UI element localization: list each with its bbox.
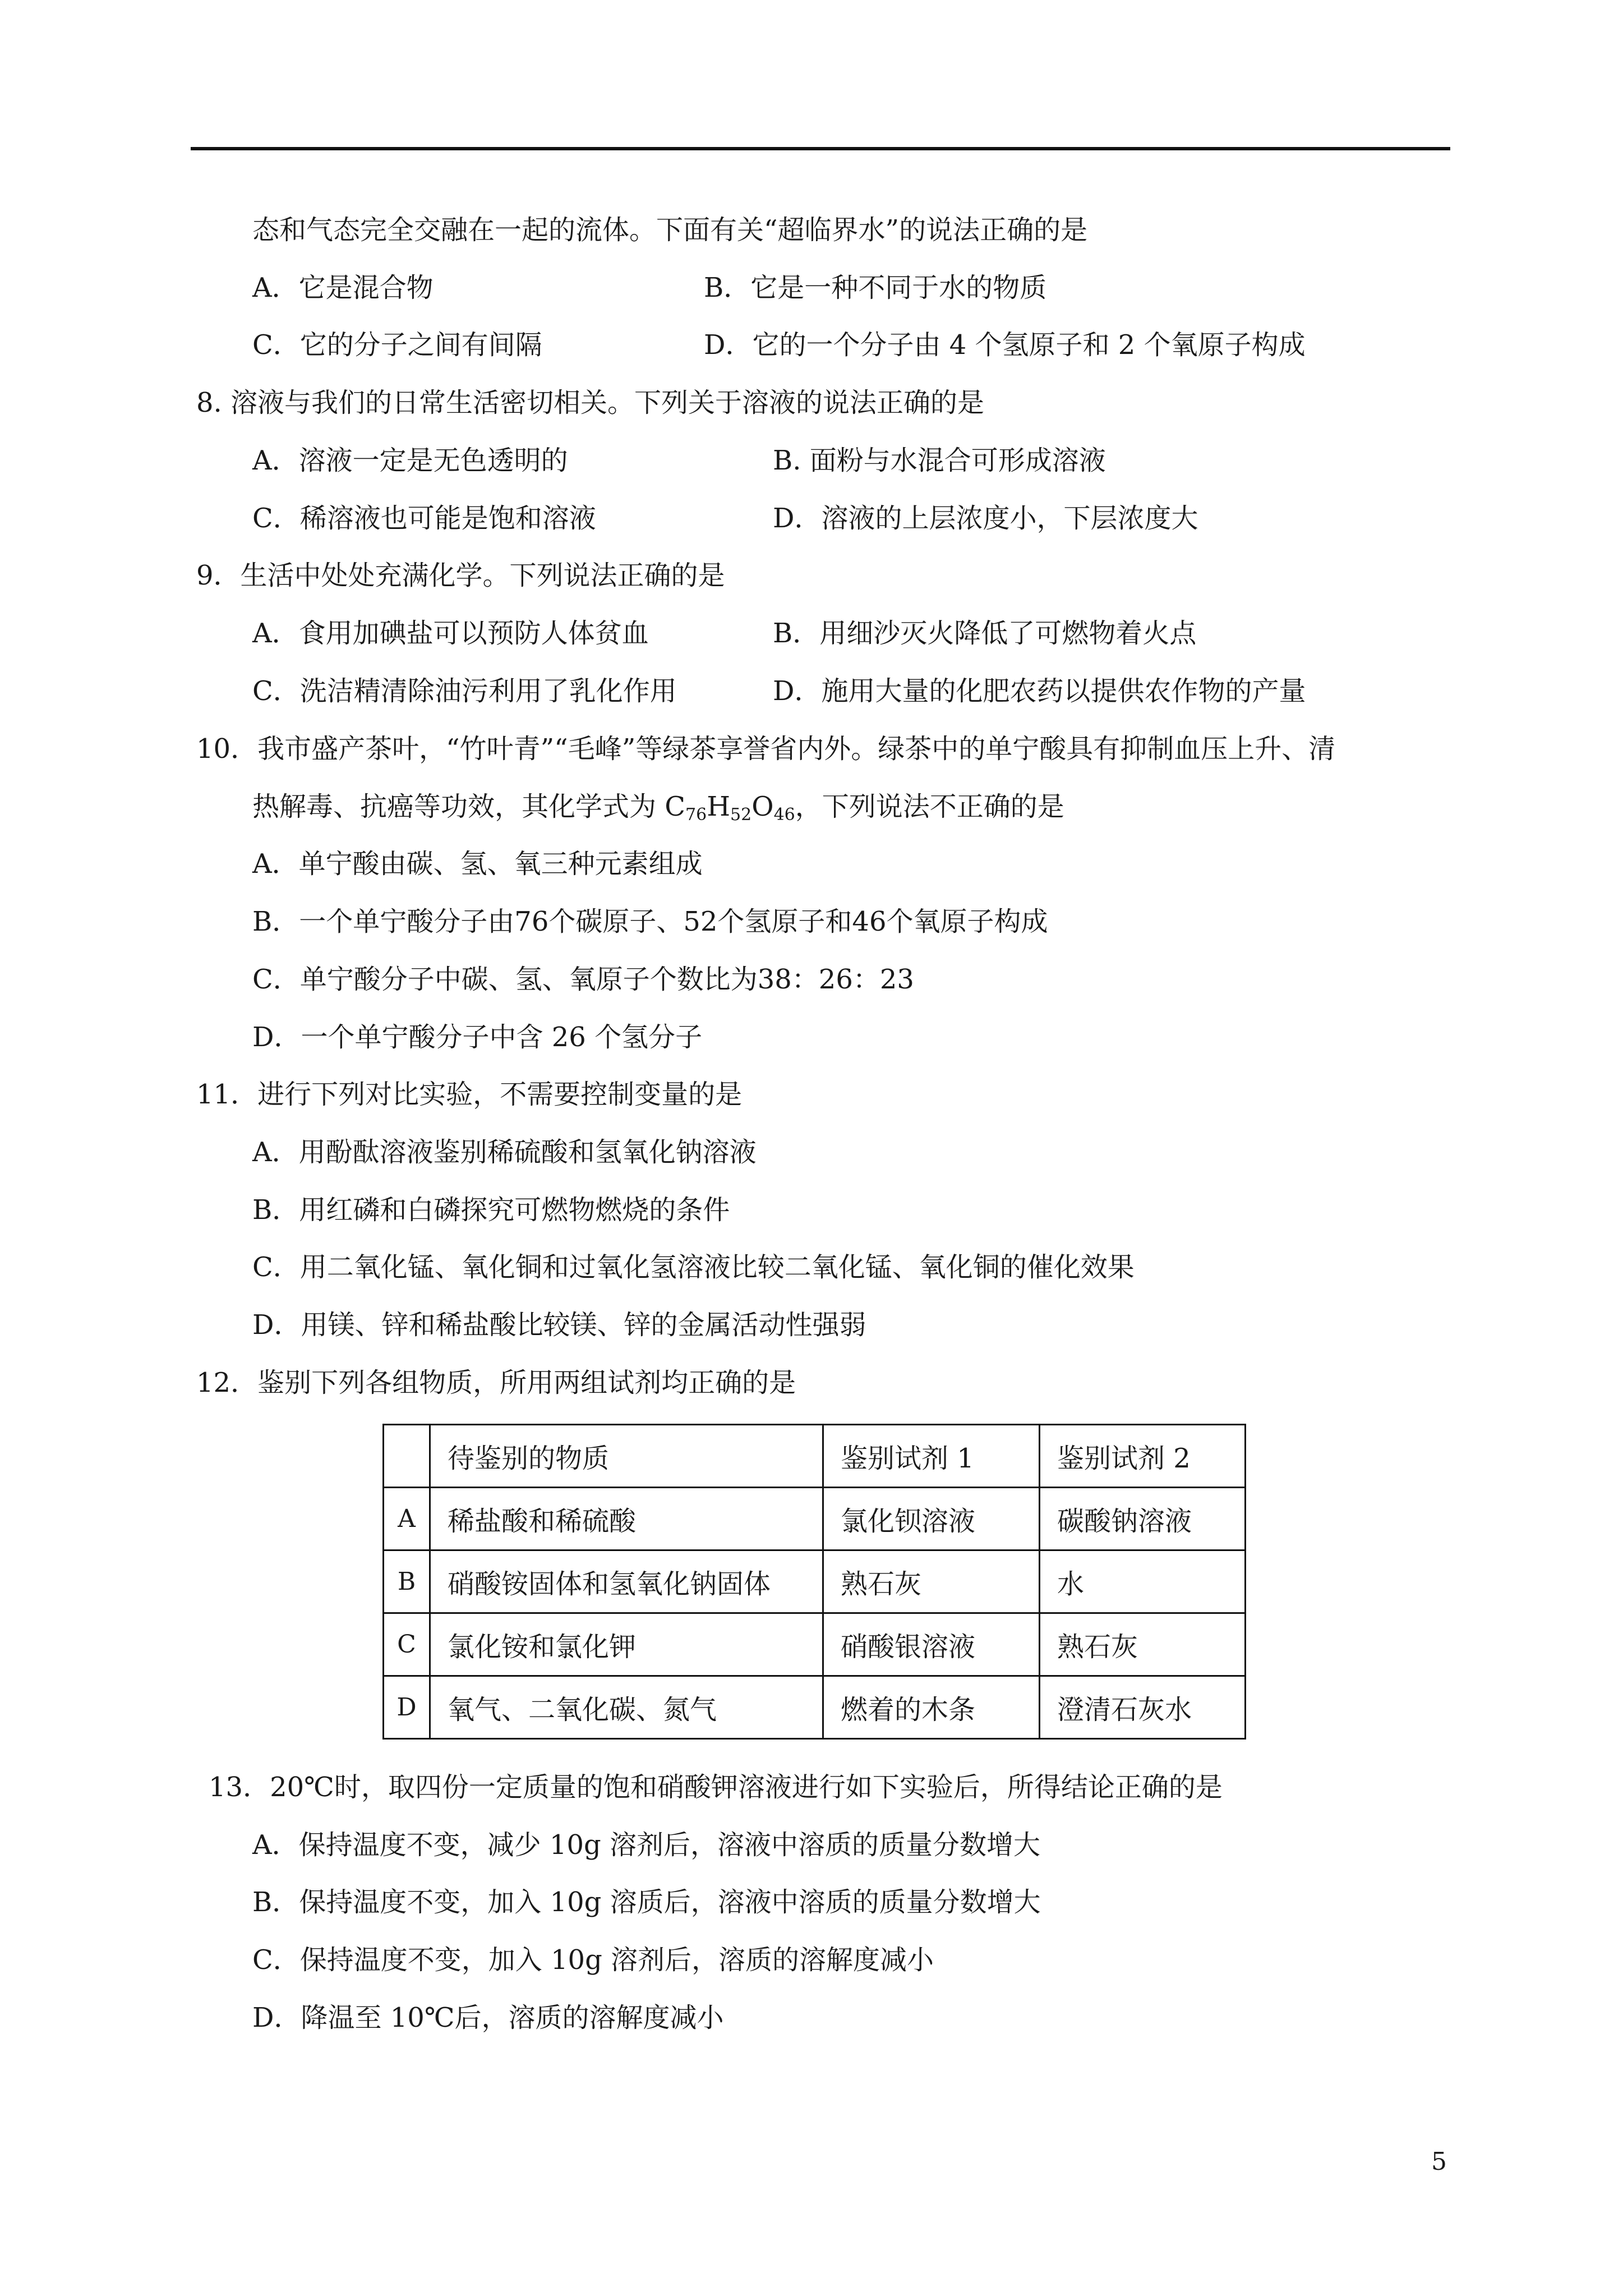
- table-cell: A: [384, 1488, 430, 1550]
- q13-option-c: C．保持温度不变，加入 10g 溶剂后，溶质的溶解度减小: [252, 1944, 934, 1976]
- q9-option-c: C．洗洁精清除油污利用了乳化作用: [252, 675, 677, 707]
- table-cell: 碳酸钠溶液: [1040, 1488, 1246, 1550]
- q7-stem-continuation: 态和气态完全交融在一起的流体。下面有关“超临界水”的说法正确的是: [252, 214, 1088, 246]
- q9-option-d: D．施用大量的化肥农药以提供农作物的产量: [773, 675, 1306, 707]
- table-cell: 硝酸铵固体和氢氧化钠固体: [430, 1550, 823, 1613]
- table-cell: 氯化铵和氯化钾: [430, 1613, 823, 1676]
- q8-option-d: D．溶液的上层浓度小，下层浓度大: [773, 503, 1198, 534]
- q9-option-a: A．食用加碘盐可以预防人体贫血: [252, 618, 649, 649]
- q8-option-a: A．溶液一定是无色透明的: [252, 445, 568, 476]
- table-cell: 硝酸银溶液: [823, 1613, 1040, 1676]
- table-cell: 熟石灰: [1040, 1613, 1246, 1676]
- q7-option-a: A．它是混合物: [252, 272, 434, 303]
- q11-option-c: C．用二氧化锰、氧化铜和过氧化氢溶液比较二氧化锰、氧化铜的催化效果: [252, 1251, 1135, 1283]
- table-header-cell: 鉴别试剂 1: [823, 1425, 1040, 1488]
- q11-option-b: B．用红磷和白磷探究可燃物燃烧的条件: [252, 1194, 730, 1226]
- table-header-cell: 鉴别试剂 2: [1040, 1425, 1246, 1488]
- q10-stem-pre: 热解毒、抗癌等功效，其化学式为 C: [252, 791, 685, 822]
- q13-option-b: B．保持温度不变，加入 10g 溶质后，溶液中溶质的质量分数增大: [252, 1887, 1041, 1918]
- header-rule: [191, 147, 1450, 150]
- table-cell: B: [384, 1550, 430, 1613]
- q7-option-b: B．它是一种不同于水的物质: [704, 272, 1047, 303]
- q11-stem: 11．进行下列对比实验，不需要控制变量的是: [196, 1079, 743, 1110]
- q9-option-b: B．用细沙灭火降低了可燃物着火点: [773, 618, 1197, 649]
- table-cell: 澄清石灰水: [1040, 1676, 1246, 1739]
- q8-stem: 8. 溶液与我们的日常生活密切相关。下列关于溶液的说法正确的是: [196, 387, 985, 418]
- q10-formula-sub-c: 76: [685, 805, 707, 825]
- table-cell: D: [384, 1676, 430, 1739]
- q10-stem-post: ，下列说法不正确的是: [795, 791, 1064, 822]
- table-cell: C: [384, 1613, 430, 1676]
- q13-option-a: A．保持温度不变，减少 10g 溶剂后，溶液中溶质的质量分数增大: [252, 1829, 1040, 1861]
- table-cell: 氯化钡溶液: [823, 1488, 1040, 1550]
- q10-stem-line1: 10．我市盛产茶叶，“竹叶青”“毛峰”等绿茶享誉省内外。绿茶中的单宁酸具有抑制血压上升、清: [196, 733, 1336, 765]
- table-row: [384, 1550, 1246, 1613]
- q12-table: [382, 1424, 1246, 1740]
- table-header-row: [384, 1425, 1246, 1488]
- q13-stem: 13．20℃时，取四份一定质量的饱和硝酸钾溶液进行如下实验后，所得结论正确的是: [209, 1772, 1223, 1803]
- page-number: 5: [1431, 2147, 1447, 2176]
- table-row: [384, 1676, 1246, 1739]
- q10-stem-line2: [252, 790, 1064, 823]
- q12-stem: 12．鉴别下列各组物质，所用两组试剂均正确的是: [196, 1367, 796, 1398]
- table-cell: 燃着的木条: [823, 1676, 1040, 1739]
- table-cell: 氧气、二氧化碳、氮气: [430, 1676, 823, 1739]
- q8-option-b: B. 面粉与水混合可形成溶液: [773, 445, 1106, 476]
- table-row: [384, 1488, 1246, 1550]
- table-cell: 熟石灰: [823, 1550, 1040, 1613]
- q10-option-c: C．单宁酸分子中碳、氢、氧原子个数比为38：26：23: [252, 964, 914, 995]
- q9-stem: 9．生活中处处充满化学。下列说法正确的是: [196, 560, 725, 591]
- q11-option-a: A．用酚酞溶液鉴别稀硫酸和氢氧化钠溶液: [252, 1137, 757, 1168]
- table-cell: 稀盐酸和稀硫酸: [430, 1488, 823, 1550]
- q11-option-d: D．用镁、锌和稀盐酸比较镁、锌的金属活动性强弱: [252, 1309, 866, 1341]
- q10-option-a: A．单宁酸由碳、氢、氧三种元素组成: [252, 848, 703, 880]
- q10-formula-o: O: [751, 791, 774, 822]
- table-cell: 水: [1040, 1550, 1246, 1613]
- q10-formula-h: H: [707, 791, 731, 822]
- table-row: [384, 1613, 1246, 1676]
- table-header-cell: 待鉴别的物质: [430, 1425, 823, 1488]
- q7-option-d: D．它的一个分子由 4 个氢原子和 2 个氧原子构成: [704, 329, 1306, 361]
- q10-formula-sub-h: 52: [730, 805, 752, 825]
- q13-option-d: D．降温至 10℃后，溶质的溶解度减小: [252, 2002, 724, 2033]
- q10-option-d: D．一个单宁酸分子中含 26 个氢分子: [252, 1022, 703, 1053]
- q8-option-c: C．稀溶液也可能是饱和溶液: [252, 503, 596, 534]
- q10-option-b: B．一个单宁酸分子由76个碳原子、52个氢原子和46个氧原子构成: [252, 906, 1048, 937]
- q10-formula-sub-o: 46: [773, 805, 795, 825]
- table-header-cell: [384, 1425, 430, 1488]
- q7-option-c: C．它的分子之间有间隔: [252, 329, 542, 361]
